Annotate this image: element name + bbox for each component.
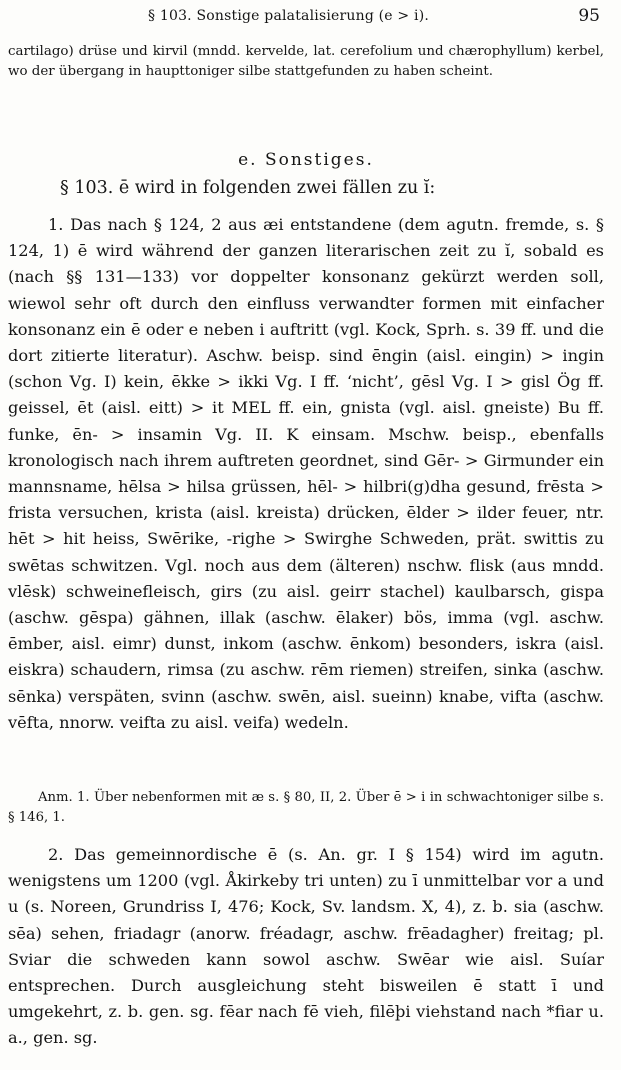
continuation-paragraph: cartilago) drüse und kirvil (mndd. kervelde, lat. cerefolium und chærophyllum) kerbel, wo der übergang in haupttoniger silbe stattgefunden zu haben scheint. xyxy=(8,44,604,79)
paragraph-one xyxy=(8,212,604,736)
note-text: Anm. 1. Über nebenformen mit æ s. § 80, II, 2. Über ē > i in schwachtoniger silbe s. § 146, 1. xyxy=(8,790,604,825)
page-header xyxy=(8,6,604,30)
paragraph-two xyxy=(8,842,604,1052)
footnote-anm xyxy=(8,788,604,828)
section-heading: e. Sonstiges. xyxy=(238,150,374,170)
continuation-text xyxy=(8,42,604,82)
page-number: 95 xyxy=(578,6,600,26)
section-title: § 103. ē wird in folgenden zwei fällen zu ĭ: xyxy=(60,178,436,198)
running-head: § 103. Sonstige palatalisierung (e > i). xyxy=(148,8,430,24)
paragraph-two-text: 2. Das gemeinnordische ē (s. An. gr. I § 154) wird im agutn. wenigstens um 1200 (vgl. Åkirkeby tri unten) zu ī unmittelbar vor a und u (s. Noreen, Grundriss I, 476; Kock, Sv. landsm. X, 4), z. b. sia (aschw. sēa) sehen, friadagr (anorw. fréadagr, aschw. frēadagher) freitag; pl. Sviar die schweden kann sowol aschw. Swēar wie aisl. Suíar entsprechen. Durch ausgleichung steht bisweilen ē statt ī und umgekehrt, z. b. gen. sg. fēar nach fē vieh, filēþi viehstand nach *fiar u. a., gen. sg. xyxy=(8,845,604,1048)
paragraph-one-text: 1. Das nach § 124, 2 aus æi entstandene (dem agutn. fremde, s. § 124, 1) ē wird während der ganzen literarischen zeit zu ĭ, sobald es (nach §§ 131—133) vor doppelter konsonanz gekürzt werden soll, wiewol sehr oft durch den einfluss verwandter formen mit einfacher konsonanz ein ē oder e neben i auftritt (vgl. Kock, Sprh. s. 39 ff. und die dort zitierte literatur). Aschw. beisp. sind ēngin (aisl. eingin) > ingin (schon Vg. I) kein, ēkke > ikki Vg. I ff. ‘nicht’, gēsl Vg. I > gisl Ög ff. geissel, ēt (aisl. eitt) > it MEL ff. ein, gnista (vgl. aisl. gneiste) Bu ff. funke, ēn- > insamin Vg. II. K einsam. Mschw. beisp., ebenfalls kronologisch nach ihrem auftreten geordnet, sind Gēr- > Girmunder ein mannsname, hēlsa > hilsa grüssen, hēl- > hilbri(g)dha gesund, frēsta > frista versuchen, krista (aisl. kreista) drücken, ēlder > ilder feuer, ntr. hēt > hit heiss, Swērike, -righe > Swirghe Schweden, prät. swittis zu swētas schwitzen. Vgl. noch aus dem (älteren) nschw. flisk (aus mndd. vlēsk) schweinefleisch, girs (zu aisl. geirr stachel) kaulbarsch, gispa (aschw. gēspa) gähnen, illak (aschw. ēlaker) bös, imma (vgl. aschw. ēmber, aisl. eimr) dunst, inkom (aschw. ēnkom) besonders, iskra (aisl. eiskra) schaudern, rimsa (zu aschw. rēm riemen) streifen, sinka (aschw. sēnka) verspäten, svinn (aschw. swēn, aisl. sueinn) knabe, vifta (aschw. vēfta, nnorw. veifta zu aisl. veifa) wedeln. xyxy=(8,215,604,732)
